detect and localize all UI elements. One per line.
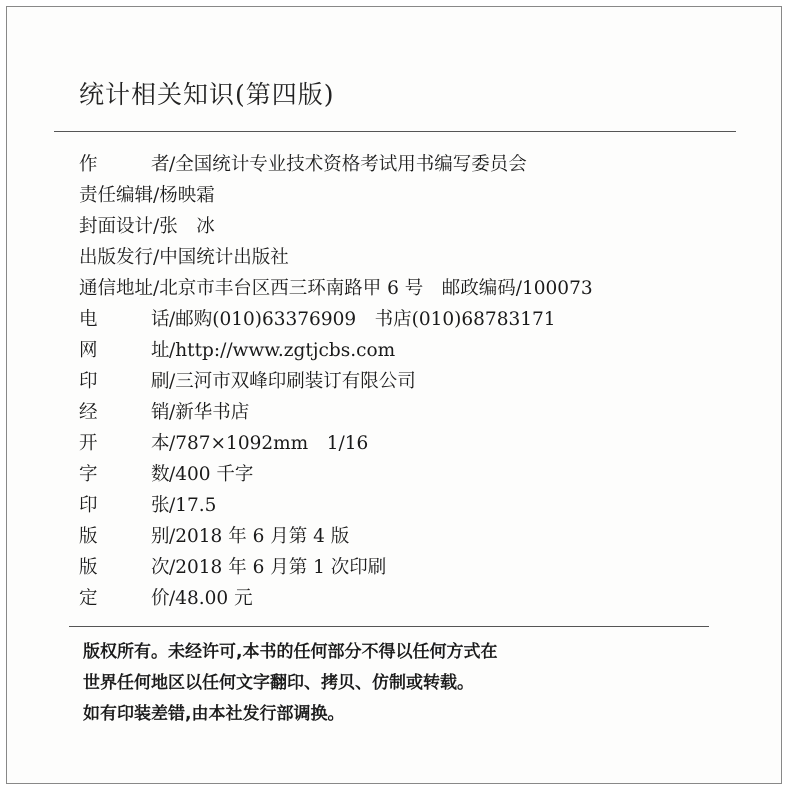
- printer-row: [79, 366, 769, 397]
- distributor-value: /新华书店: [169, 402, 250, 423]
- book-title: 统计相关知识(第四版): [79, 80, 335, 109]
- printer-label-2: 刷: [151, 371, 170, 392]
- editor-row: [79, 180, 769, 211]
- distributor-label-1: 经: [79, 402, 98, 423]
- author-label-2: 者: [151, 154, 170, 175]
- format-label-1: 开: [79, 433, 98, 454]
- printer-label-1: 印: [79, 371, 98, 392]
- web-value: /http://www.zgtjcbs.com: [169, 340, 396, 361]
- edition-row: [79, 521, 769, 552]
- printing-label-1: 版: [79, 557, 98, 578]
- format-label-2: 本: [151, 433, 170, 454]
- publication-details: [79, 149, 769, 614]
- edition-label-1: 版: [79, 526, 98, 547]
- edition-value: /2018 年 6 月第 4 版: [169, 526, 350, 547]
- cover-row: [79, 211, 769, 242]
- word-count-value: /400 千字: [169, 464, 254, 485]
- sheets-label-2: 张: [151, 495, 170, 516]
- word-count-label-2: 数: [151, 464, 170, 485]
- phone-label-2: 话: [151, 309, 170, 330]
- printer-value: /三河市双峰印刷装订有限公司: [169, 371, 416, 392]
- web-label-1: 网: [79, 340, 98, 361]
- word-count-label-1: 字: [79, 464, 98, 485]
- cover-value: 封面设计/张 冰: [79, 216, 215, 237]
- printing-value: /2018 年 6 月第 1 次印刷: [169, 557, 387, 578]
- notice-line-3: 如有印装差错,由本社发行部调换。: [83, 704, 345, 724]
- notice-line-1: 版权所有。未经许可,本书的任何部分不得以任何方式在: [83, 642, 498, 662]
- sheets-label-1: 印: [79, 495, 98, 516]
- sheets-value: /17.5: [169, 495, 217, 516]
- printing-label-2: 次: [151, 557, 170, 578]
- author-label-1: 作: [79, 154, 98, 175]
- price-label-2: 价: [151, 588, 170, 609]
- address-value: 通信地址/北京市丰台区西三环南路甲 6 号 邮政编码/100073: [79, 278, 593, 299]
- format-value: /787×1092mm 1/16: [169, 433, 369, 454]
- phone-row: [79, 304, 769, 335]
- web-row: [79, 335, 769, 366]
- distributor-label-2: 销: [151, 402, 170, 423]
- price-value: /48.00 元: [169, 588, 253, 609]
- author-value: /全国统计专业技术资格考试用书编写委员会: [169, 154, 527, 175]
- price-label-1: 定: [79, 588, 98, 609]
- web-label-2: 址: [151, 340, 170, 361]
- publisher-row: [79, 242, 769, 273]
- printing-row: [79, 552, 769, 583]
- address-row: [79, 273, 769, 304]
- price-row: [79, 583, 769, 614]
- notice-line-2: 世界任何地区以任何文字翻印、拷贝、仿制或转载。: [83, 673, 474, 693]
- publisher-value: 出版发行/中国统计出版社: [79, 247, 289, 268]
- format-row: [79, 428, 769, 459]
- top-divider: [54, 131, 736, 132]
- distributor-row: [79, 397, 769, 428]
- bottom-divider: [69, 626, 709, 627]
- phone-label-1: 电: [79, 309, 98, 330]
- phone-value: /邮购(010)63376909 书店(010)68783171: [169, 309, 556, 330]
- author-row: [79, 149, 769, 180]
- word-count-row: [79, 459, 769, 490]
- editor-value: 责任编辑/杨映霜: [79, 185, 215, 206]
- copyright-notice: [83, 637, 723, 730]
- sheets-row: [79, 490, 769, 521]
- edition-label-2: 别: [151, 526, 170, 547]
- copyright-page: [6, 6, 782, 784]
